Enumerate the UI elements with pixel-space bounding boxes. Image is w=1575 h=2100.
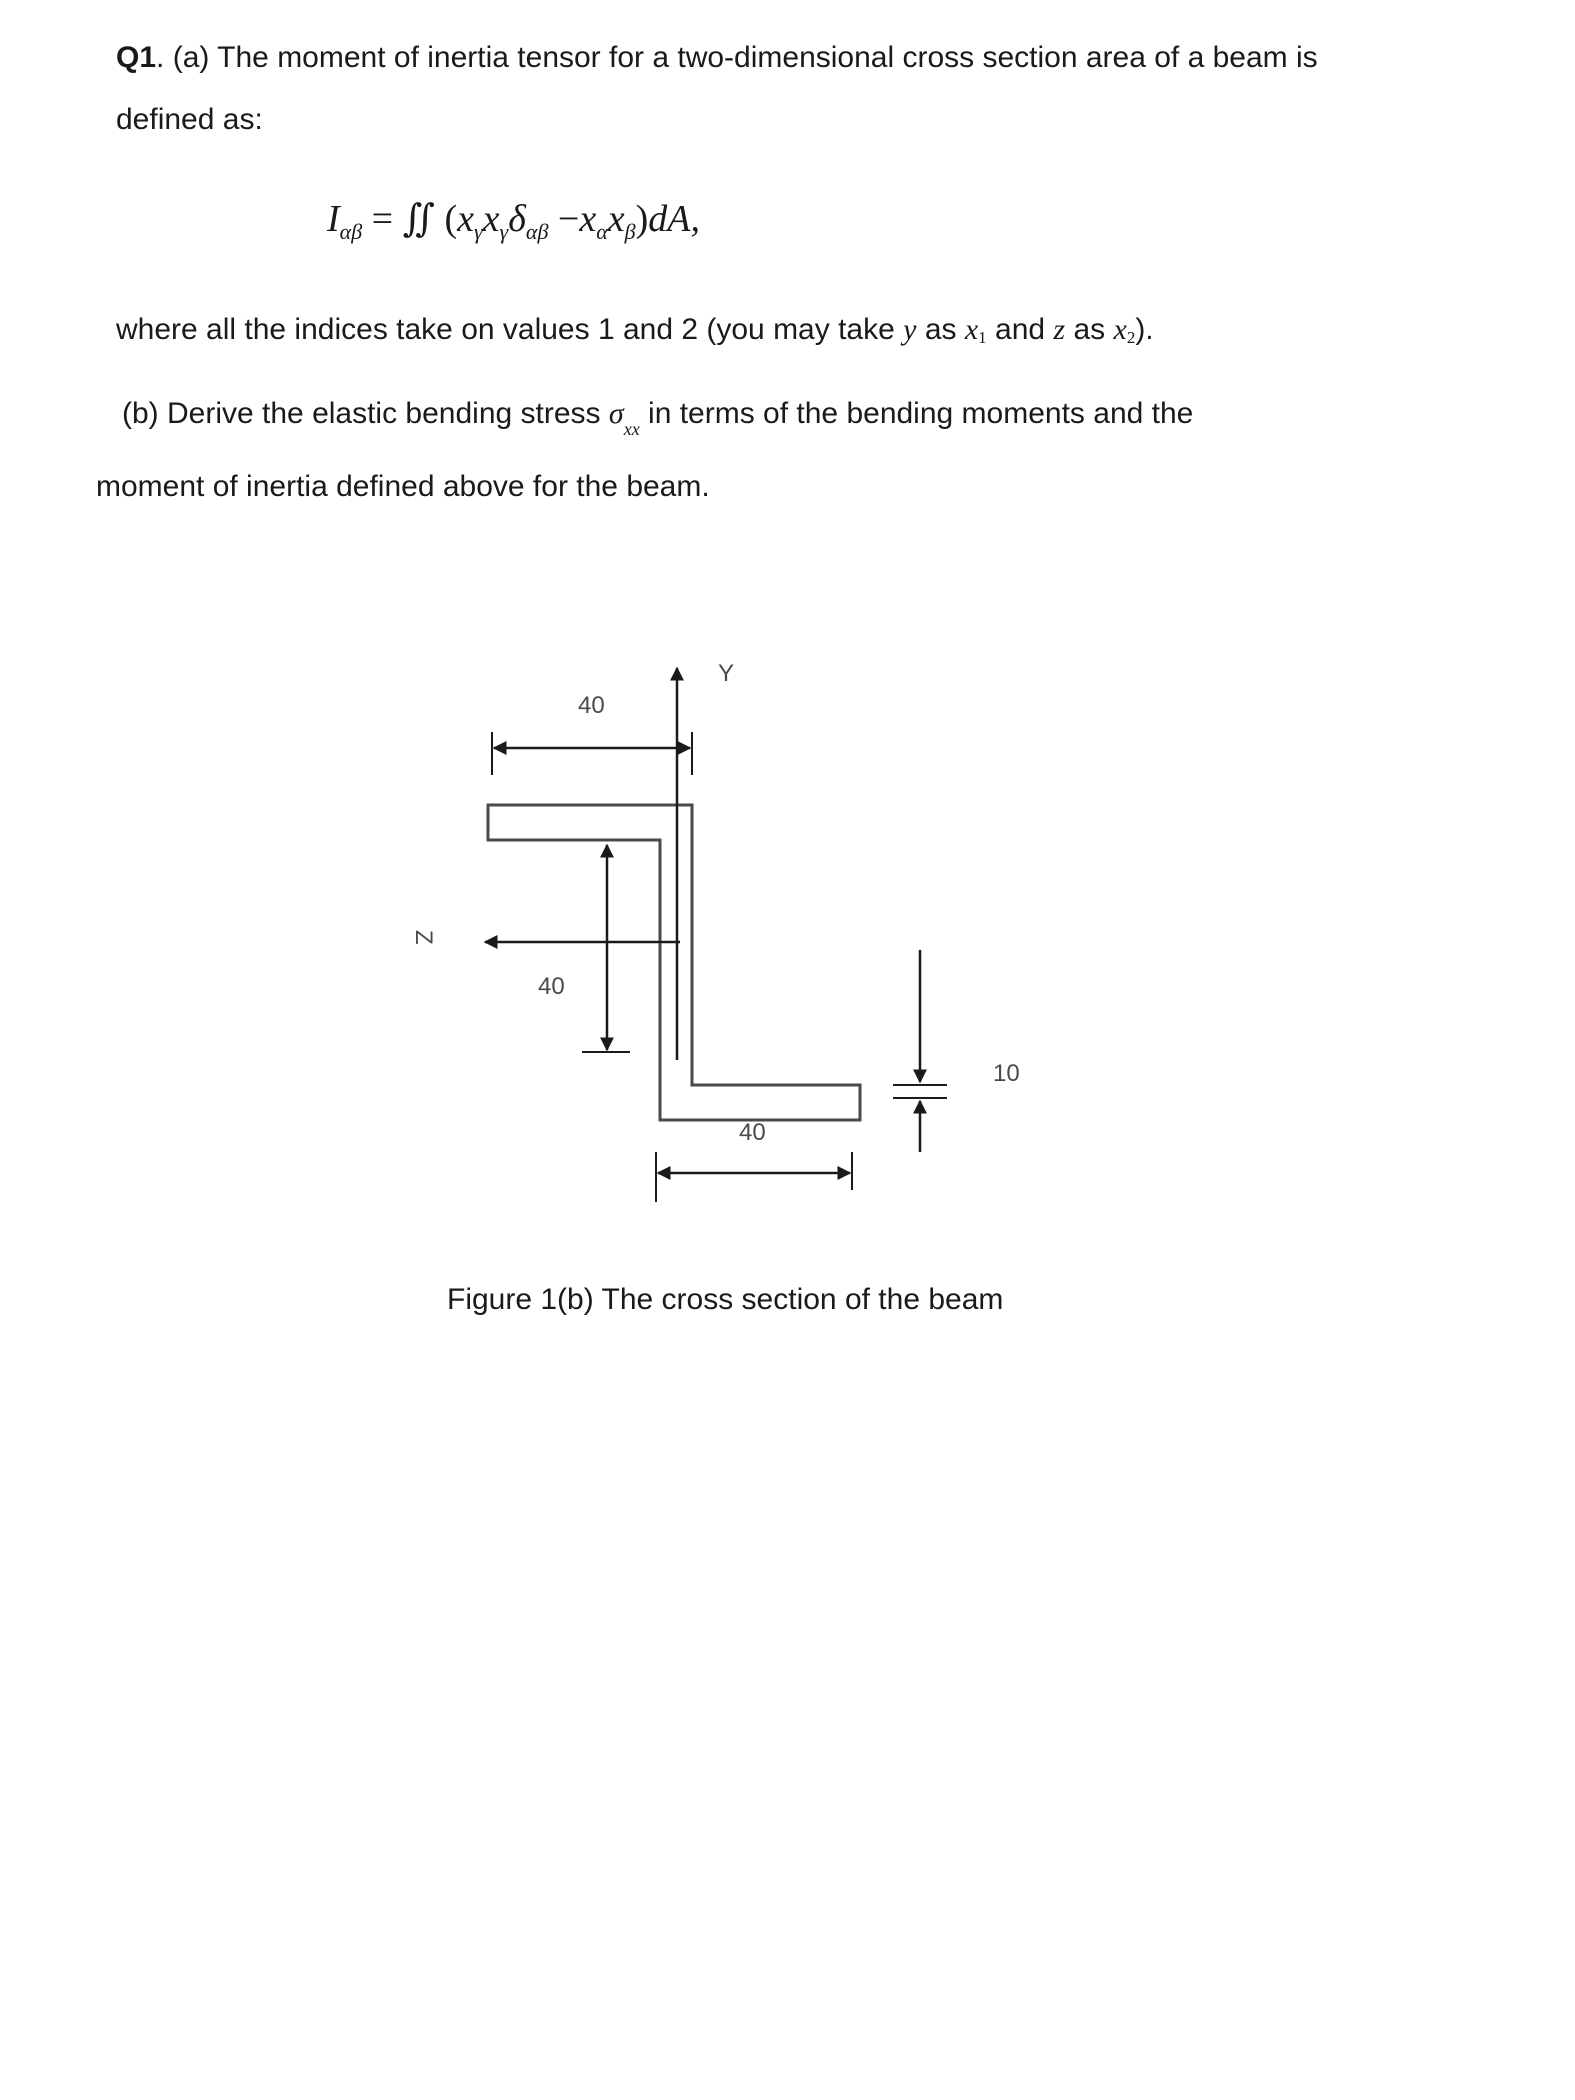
eq-lhs-sub: αβ xyxy=(339,219,363,244)
eq-integral: ∬ xyxy=(402,198,435,240)
figure-caption: Figure 1(b) The cross section of the beam xyxy=(447,1283,1004,1316)
period: . xyxy=(156,41,173,74)
part-b-pre: (b) Derive the elastic bending stress xyxy=(122,397,601,430)
eq-x1: x xyxy=(457,198,474,240)
where-y: y xyxy=(903,313,917,346)
where-pre: where all the indices take on values 1 and 2 (you may take xyxy=(116,313,895,346)
y-axis-label: Y xyxy=(718,660,735,687)
dim-thickness-label: 10 xyxy=(993,1060,1020,1087)
eq-x2: x xyxy=(482,198,500,240)
eq-minus: − xyxy=(557,198,580,240)
eq-x2-sub: γ xyxy=(499,219,509,244)
part-b-text-2: moment of inertia defined above for the beam. xyxy=(96,470,710,503)
eq-x3: x xyxy=(579,198,597,240)
eq-open-paren: ( xyxy=(444,198,458,240)
eq-x3-sub: α xyxy=(596,219,608,244)
sigma-sub: xx xyxy=(623,419,640,439)
part-b-post: in terms of the bending moments and the xyxy=(648,397,1194,430)
where-x1-base: x xyxy=(964,313,979,346)
part-a-text: (a) The moment of inertia tensor for a two-dimensional cross section area of a beam is xyxy=(172,41,1318,74)
z-axis-label: Z xyxy=(410,930,437,945)
where-x1-sub: 1 xyxy=(978,328,987,347)
where-as-2: as xyxy=(1073,313,1106,346)
question-number: Q1 xyxy=(116,41,157,74)
where-and: and xyxy=(995,313,1046,346)
eq-x1-sub: γ xyxy=(474,219,483,244)
sigma-symbol: σ xyxy=(608,397,624,430)
dim-top-width-label: 40 xyxy=(578,692,605,719)
where-z: z xyxy=(1053,313,1066,346)
eq-x4-sub: β xyxy=(624,219,636,244)
part-a-text-2: defined as: xyxy=(116,103,263,136)
eq-delta-sub: αβ xyxy=(525,219,549,244)
eq-equals: = xyxy=(371,198,394,240)
eq-close-paren: ) xyxy=(635,198,649,240)
eq-x4: x xyxy=(607,198,625,240)
dim-left-height-label: 40 xyxy=(538,973,565,1000)
where-post: ). xyxy=(1135,313,1154,346)
where-as-1: as xyxy=(924,313,957,346)
dim-bottom-width-label: 40 xyxy=(739,1119,766,1146)
beam-section-outline xyxy=(488,805,860,1120)
where-x2-sub: 2 xyxy=(1126,328,1136,347)
eq-lhs: I xyxy=(327,198,340,240)
where-x2-base: x xyxy=(1113,313,1127,346)
eq-delta: δ xyxy=(508,198,526,240)
eq-tail: dA, xyxy=(648,198,700,240)
